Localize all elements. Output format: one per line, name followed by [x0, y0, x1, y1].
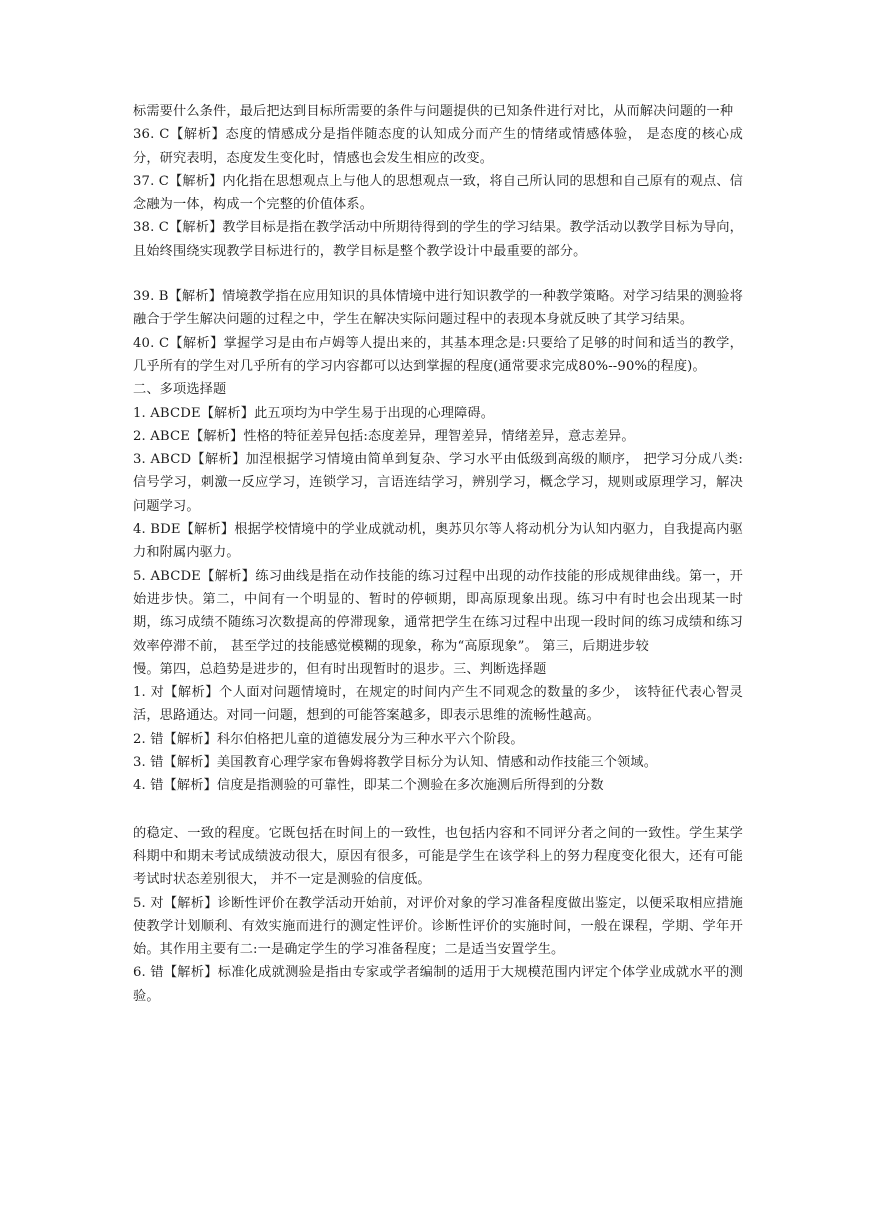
section-heading-multiple-choice: 二、多项选择题 [133, 382, 227, 398]
true-false-answer-5: 5. 对【解析】诊断性评价在教学活动开始前，对评价对象的学习准备程度做出鉴定，以便采取相应措施使教学计划顺利、有效实施而进行的测定性评价。诊断性评价的实施时间，一般在课程，学期、学年开始。其作用主要有二:一是确定学生的学习准备程度；二是适当安置学生。 [133, 895, 743, 958]
true-false-answer-2: 2. 错【解析】科尔伯格把儿童的道德发展分为三种水平六个阶段。 [133, 731, 524, 747]
multiple-choice-answer-3: 3. ABCD【解析】加涅根据学习情境由简单到复杂、学习水平由低级到高级的顺序， 把学习分成八类:信号学习，刺激一反应学习，连锁学习，言语连结学习，辨别学习，概念学习，规则或原理学习，解决问题学习。 [133, 452, 743, 514]
answer-37: 37. C【解析】内化指在思想观点上与他人的思想观点一致，将自己所认同的思想和自己原有的观点、信念融为一体，构成一个完整的价值体系。 [133, 173, 743, 213]
answer-36: 36. C【解析】态度的情感成分是指伴随态度的认知成分而产生的情绪或情感体验， 是态度的核心成分，研究表明，态度发生变化时，情感也会发生相应的改变。 [133, 127, 743, 166]
true-false-answer-4-continued: 的稳定、一致的程度。它既包括在时间上的一致性，也包括内容和不同评分者之间的一致性。学生某学科期中和期末考试成绩波动很大，原因有很多，可能是学生在该学科上的努力程度变化很大，还有可能考试时状态差别很大， 并不一定是测验的信度低。 [133, 825, 743, 888]
true-false-answer-6: 6. 错【解析】标准化成就测验是指由专家或学者编制的适用于大规模范围内评定个体学业成就水平的测验。 [133, 965, 743, 1004]
paragraph-gap [133, 798, 743, 822]
paragraph-gap [133, 263, 743, 285]
true-false-answer-4: 4. 错【解析】信度是指测验的可靠性，即某二个测验在多次施测后所得到的分数 [133, 778, 604, 794]
multiple-choice-answer-2: 2. ABCE【解析】性格的特征差异包括:态度差异，理智差异，情绪差异，意志差异。 [133, 428, 635, 444]
document-body [133, 100, 743, 1008]
answer-40: 40. C【解析】掌握学习是由布卢姆等人提出来的，其基本理念是:只要给了足够的时间和适当的教学，几乎所有的学生对几乎所有的学习内容都可以达到掌握的程度(通常要求完成80%--90%的程度)。 [133, 335, 743, 374]
multiple-choice-answer-5: 5. ABCDE【解析】练习曲线是指在动作技能的练习过程中出现的动作技能的形成规律曲线。第一，开始进步快。第二，中间有一个明显的、暂时的停顿期，即高原现象出现。练习中有时也会出现某一时期，练习成绩不随练习次数提高的停滞现象，通常把学生在练习过程中出现一段时间的练习成绩和练习效率停滞不前， 甚至学过的技能感觉模糊的现象，称为“高原现象”。 第三，后期进步较 [133, 568, 743, 654]
multiple-choice-answer-1: 1. ABCDE【解析】此五项均为中学生易于出现的心理障碍。 [133, 405, 495, 421]
answer-38: 38. C【解析】教学目标是指在教学活动中所期待得到的学生的学习结果。教学活动以教学目标为导向，且始终围绕实现教学目标进行的，教学目标是整个教学设计中最重要的部分。 [133, 220, 743, 259]
multiple-choice-answer-5-continued: 慢。第四，总趋势是进步的，但有时出现暂时的退步。三、判断选择题 [133, 661, 547, 677]
multiple-choice-answer-4: 4. BDE【解析】根据学校情境中的学业成就动机，奥苏贝尔等人将动机分为认知内驱力，自我提高内驱力和附属内驱力。 [133, 522, 743, 561]
answer-39: 39. B【解析】情境教学指在应用知识的具体情境中进行知识教学的一种教学策略。对学习结果的测验将融合于学生解决问题的过程之中，学生在解决实际问题过程中的表现本身就反映了其学习结果。 [133, 289, 743, 328]
true-false-answer-3: 3. 错【解析】美国教育心理学家布鲁姆将教学目标分为认知、情感和动作技能三个领域。 [133, 755, 658, 771]
paragraph-continuation: 标需要什么条件，最后把达到目标所需要的条件与问题提供的已知条件进行对比，从而解决问题的一种 [133, 104, 734, 119]
true-false-answer-1: 1. 对【解析】个人面对问题情境时，在规定的时间内产生不同观念的数量的多少， 该特征代表心智灵活，思路通达。对同一问题，想到的可能答案越多，即表示思维的流畅性越高。 [133, 685, 743, 724]
